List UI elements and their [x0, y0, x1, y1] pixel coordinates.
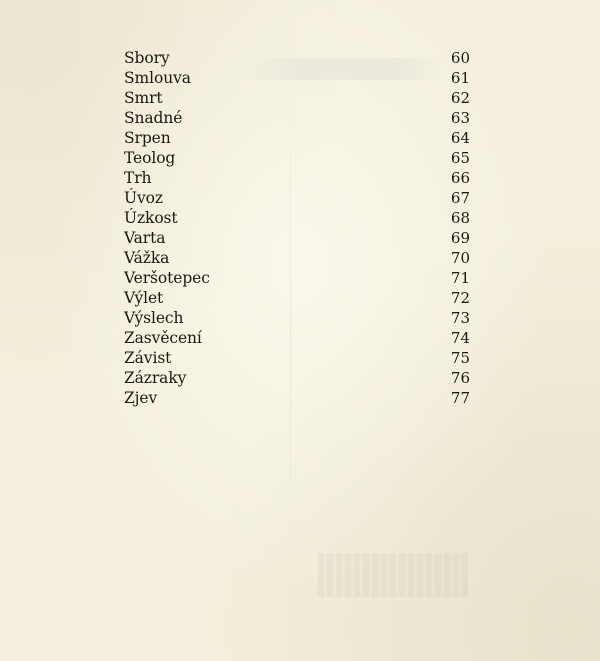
toc-entry [124, 388, 470, 408]
reverse-side-stamp-bleed-through [318, 553, 468, 597]
toc-entry [124, 128, 470, 148]
toc-entry-title: Veršotepec [124, 269, 210, 287]
toc-entry-page-number: 65 [450, 149, 470, 167]
toc-entry-title: Srpen [124, 129, 171, 147]
toc-entry-page-number: 75 [450, 349, 470, 367]
toc-entry-title: Zasvěcení [124, 329, 202, 347]
toc-entry [124, 248, 470, 268]
toc-entry [124, 368, 470, 388]
toc-entry [124, 88, 470, 108]
toc-entry-title: Sbory [124, 49, 170, 67]
toc-entry [124, 188, 470, 208]
toc-entry-title: Úvoz [124, 189, 163, 207]
toc-entry [124, 208, 470, 228]
toc-entry-title: Trh [124, 169, 152, 187]
toc-entry-page-number: 62 [450, 89, 470, 107]
toc-entry-title: Úzkost [124, 209, 178, 227]
toc-entry-title: Výslech [124, 309, 184, 327]
toc-entry [124, 288, 470, 308]
toc-entry [124, 308, 470, 328]
toc-entry-title: Výlet [124, 289, 164, 307]
toc-entry-page-number: 70 [450, 249, 470, 267]
toc-entry-page-number: 60 [450, 49, 470, 67]
toc-entry [124, 148, 470, 168]
toc-entry-page-number: 77 [450, 389, 470, 407]
toc-entry-page-number: 73 [450, 309, 470, 327]
toc-entry [124, 68, 470, 88]
toc-entry-page-number: 69 [450, 229, 470, 247]
toc-entry [124, 268, 470, 288]
toc-entry [124, 168, 470, 188]
toc-entry-title: Smrt [124, 89, 163, 107]
toc-entry-title: Zázraky [124, 369, 187, 387]
toc-entry-page-number: 66 [450, 169, 470, 187]
toc-entry-title: Varta [124, 229, 166, 247]
toc-entry [124, 228, 470, 248]
toc-entry-page-number: 61 [450, 69, 470, 87]
toc-entry-page-number: 64 [450, 129, 470, 147]
toc-entry-title: Snadné [124, 109, 183, 127]
table-of-contents [124, 48, 470, 408]
toc-entry [124, 328, 470, 348]
toc-entry [124, 108, 470, 128]
toc-entry-title: Teolog [124, 149, 176, 167]
toc-entry-page-number: 67 [450, 189, 470, 207]
toc-entry-title: Závist [124, 349, 172, 367]
toc-entry [124, 348, 470, 368]
toc-entry-title: Vážka [124, 249, 170, 267]
toc-entry-page-number: 63 [450, 109, 470, 127]
toc-entry-page-number: 68 [450, 209, 470, 227]
toc-entry-title: Smlouva [124, 69, 191, 87]
toc-entry-page-number: 74 [450, 329, 470, 347]
toc-entry-page-number: 76 [450, 369, 470, 387]
toc-entry [124, 48, 470, 68]
toc-entry-page-number: 71 [450, 269, 470, 287]
toc-entry-title: Zjev [124, 389, 158, 407]
toc-entry-page-number: 72 [450, 289, 470, 307]
